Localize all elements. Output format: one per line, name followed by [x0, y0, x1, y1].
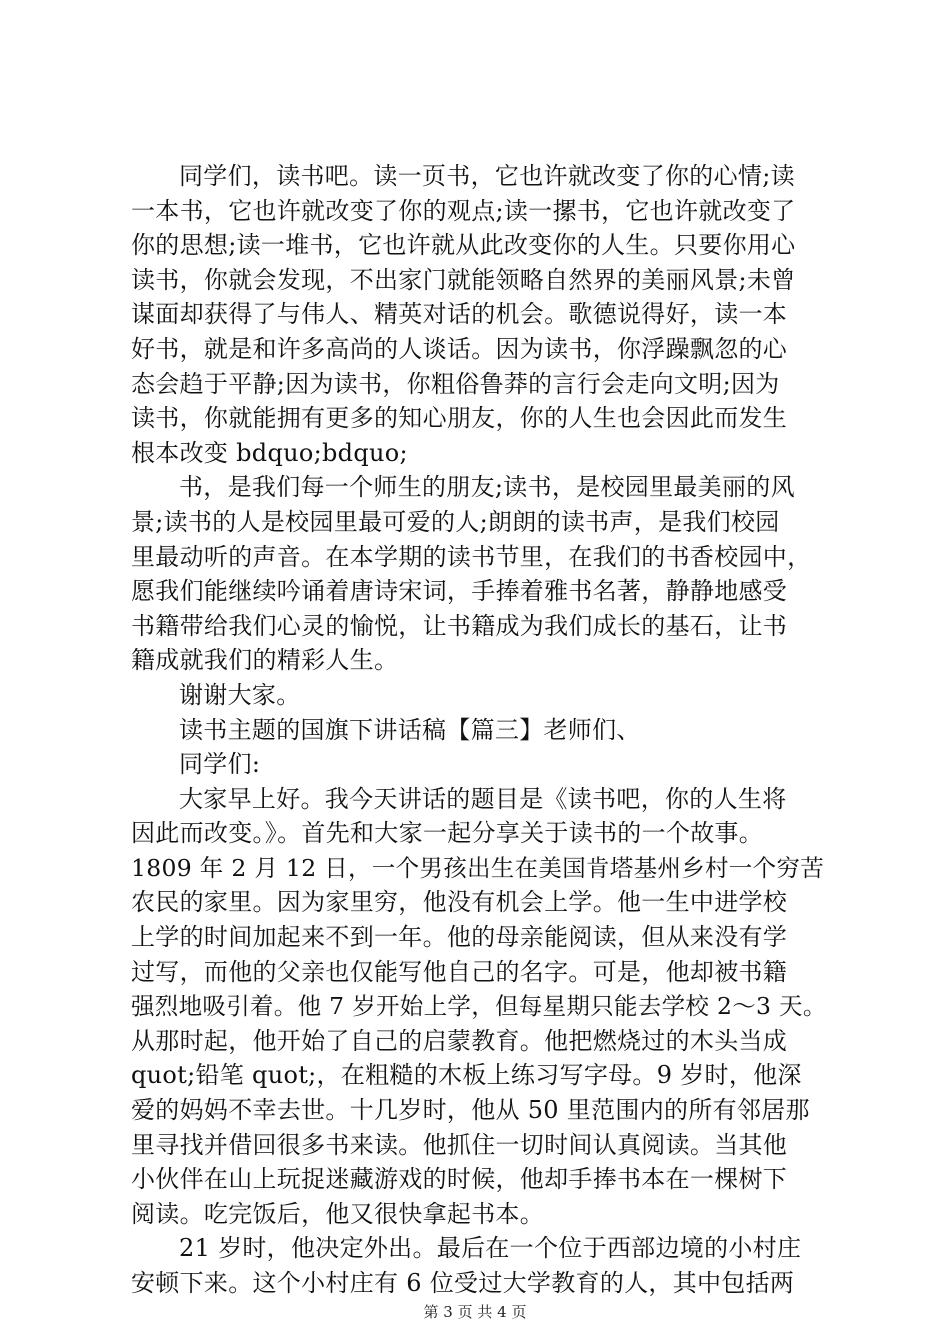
- text-line: 爱的妈妈不幸去世。十几岁时，他从 50 里范围内的所有邻居那: [131, 1096, 810, 1125]
- text-line: 书籍带给我们心灵的愉悦，让书籍成为我们成长的基石，让书: [131, 611, 788, 640]
- text-line: 里最动听的声音。在本学期的读书节里，在我们的书香校园中，: [131, 542, 812, 571]
- page-footer: 第 3 页 共 4 页: [423, 1303, 527, 1321]
- text-line: 安顿下来。这个小村庄有 6 位受过大学教育的人，其中包括两: [131, 1269, 795, 1297]
- text-line: 根本改变 bdquo;bdquo;: [131, 438, 408, 467]
- text-line: 谋面却获得了与伟人、精英对话的机会。歌德说得好，读一本: [131, 300, 788, 329]
- text-line: 好书，就是和许多高尚的人谈话。因为读书，你浮躁飘忽的心: [131, 334, 788, 363]
- text-line: 1809 年 2 月 12 日，一个男孩出生在美国肯塔基州乡村一个穷苦: [131, 853, 825, 882]
- text-line: 同学们，读书吧。读一页书，它也许就改变了你的心情;读: [179, 162, 795, 190]
- text-line: 同学们:: [179, 750, 261, 779]
- text-line: 读书主题的国旗下讲话稿【篇三】老师们、: [179, 715, 641, 744]
- document-body: [131, 159, 831, 1301]
- text-line: 一本书，它也许就改变了你的观点;读一摞书，它也许就改变了: [131, 196, 796, 225]
- text-line: 态会趋于平静;因为读书，你粗俗鲁莽的言行会走向文明;因为: [131, 369, 780, 398]
- text-line: 21 岁时，他决定外出。最后在一个位于西部边境的小村庄: [179, 1234, 802, 1263]
- text-line: 书，是我们每一个师生的朋友;读书，是校园里最美丽的风: [179, 473, 795, 502]
- text-line: 因此而改变。》。首先和大家一起分享关于读书的一个故事。: [131, 819, 764, 848]
- text-line: 从那时起，他开始了自己的启蒙教育。他把燃烧过的木头当成: [131, 1026, 788, 1055]
- text-line: 大家早上好。我今天讲话的题目是《读书吧，你的人生将: [179, 784, 787, 813]
- text-line: 你的思想;读一堆书，它也许就从此改变你的人生。只要你用心: [131, 231, 796, 260]
- text-line: 上学的时间加起来不到一年。他的母亲能阅读，但从来没有学: [131, 923, 788, 952]
- text-line: 谢谢大家。: [179, 680, 301, 709]
- text-line: 阅读。吃完饭后，他又很快拿起书本。: [131, 1199, 545, 1228]
- text-line: 小伙伴在山上玩捉迷藏游戏的时候，他却手捧书本在一棵树下: [131, 1165, 788, 1194]
- text-line: 景;读书的人是校园里最可爱的人;朗朗的读书声，是我们校园: [131, 507, 780, 536]
- text-line: 过写，而他的父亲也仅能写他自己的名字。可是，他却被书籍: [131, 957, 788, 986]
- text-line: 农民的家里。因为家里穷，他没有机会上学。他一生中进学校: [131, 888, 788, 917]
- text-line: 里寻找并借回很多书来读。他抓住一切时间认真阅读。当其他: [131, 1130, 788, 1159]
- text-line: 愿我们能继续吟诵着唐诗宋词，手捧着雅书名著，静静地感受: [131, 577, 788, 606]
- text-line: 强烈地吸引着。他 7 岁开始上学，但每星期只能去学校 2～3 天。: [131, 992, 827, 1021]
- text-line: quot;铅笔 quot;，在粗糙的木板上练习写字母。9 岁时，他深: [131, 1061, 802, 1090]
- text-line: 读书，你就会发现，不出家门就能领略自然界的美丽风景;未曾: [131, 265, 796, 294]
- text-line: 读书，你就能拥有更多的知心朋友，你的人生也会因此而发生: [131, 404, 788, 433]
- text-line: 籍成就我们的精彩人生。: [131, 646, 399, 675]
